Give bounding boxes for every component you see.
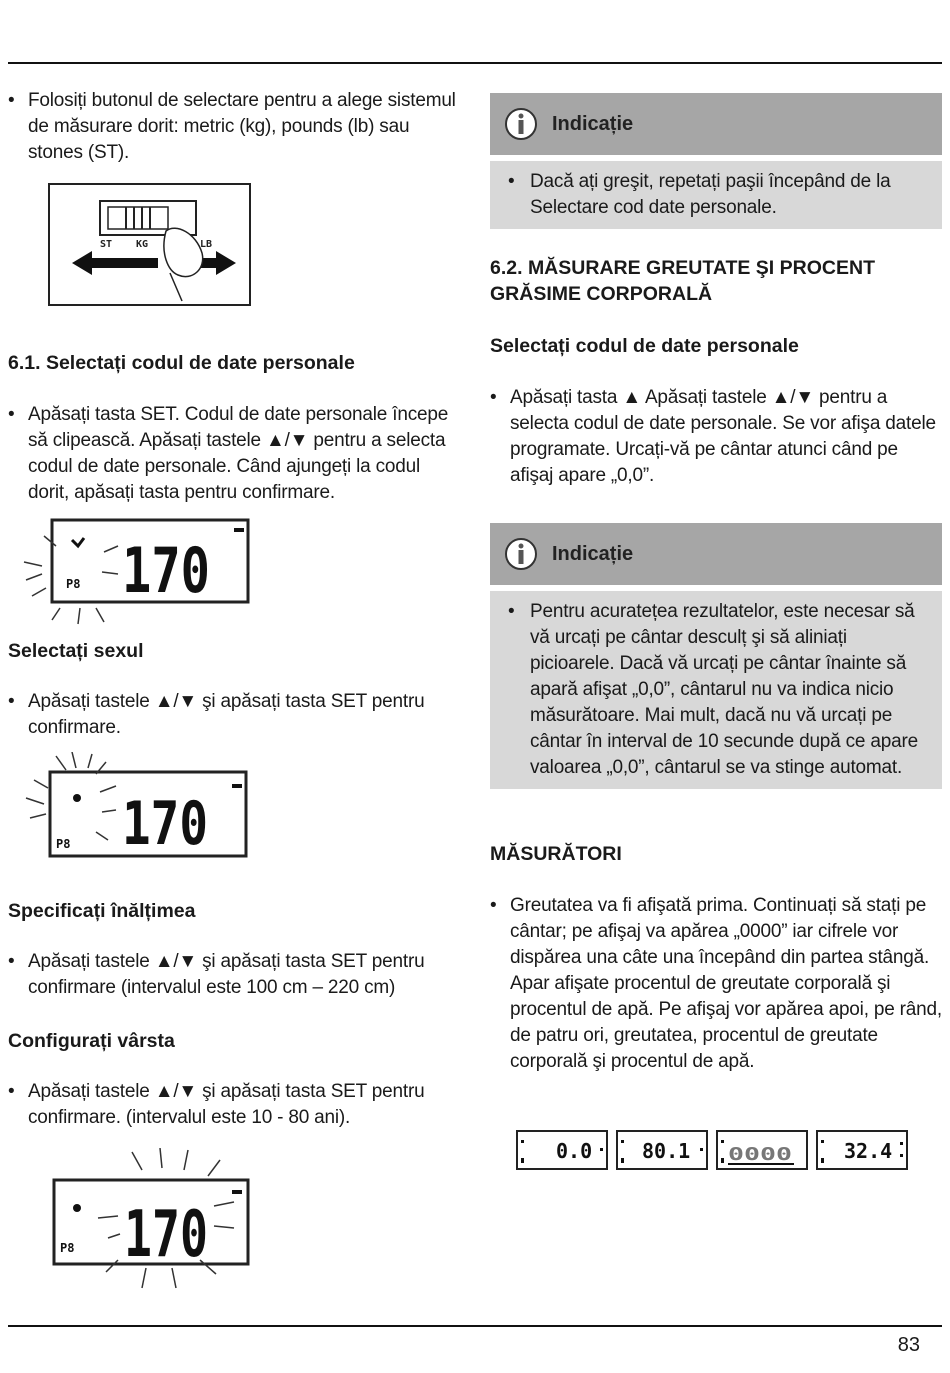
- female-icon: [73, 794, 81, 802]
- selector-kg-label: KG: [136, 239, 149, 250]
- intro-bullet: • Folosiți butonul de selectare pentru a alege sistemul de măsurare dorit: metric (kg), pounds (lb) sau stones (ST).: [8, 88, 458, 166]
- age-title: Configurați vârsta: [8, 1030, 175, 1052]
- info-icon-2: [504, 537, 538, 571]
- top-rule: [8, 62, 942, 64]
- section-61-bullet: • Apăsați tasta SET. Codul de date personale începe să clipească. Apăsați tastele ▲/▼ pentru a selecta codul de date personale. Când ajungeți la codul dorit, apăsați tasta pentru confirmare.: [8, 402, 458, 506]
- selector-lb-label: LB: [200, 239, 213, 250]
- sex-bullet: • Apăsați tastele ▲/▼ şi apăsați tasta SET pentru confirmare.: [8, 689, 458, 741]
- mini-display-4: [817, 1131, 907, 1169]
- note-2-header: [490, 523, 942, 585]
- note-1-bullet: • Dacă ați greşit, repetați paşii începând de la Selectare cod date personale.: [508, 169, 926, 221]
- mini-display-1-value: 0.0: [556, 1139, 593, 1163]
- mini-display-3: [717, 1131, 807, 1169]
- section-62-title: 6.2. MĂSURARE GREUTATE ŞI PROCENT GRĂSIME CORPORALĂ: [490, 257, 875, 305]
- selector-st-label: ST: [100, 239, 113, 250]
- measure-bullet: • Greutatea va fi afişată prima. Continuați să stați pe cântar; pe afişaj va apărea „0000” iar cifrele vor dispărea una câte una începând din partea stângă. Apar afişate procentul de greutate corporală şi procentul de apă. Pe afişaj vor apărea apoi, pe rând, de patru ori, greutatea, procentul de greutate corporală şi procentul de apă.: [490, 893, 946, 1075]
- mini-display-4-value: 32.4: [844, 1139, 893, 1163]
- note-2-title: Indicație: [552, 542, 634, 565]
- mini-display-2-value: 80.1: [642, 1139, 691, 1163]
- note-2-body: [490, 591, 942, 789]
- lcd-2-label: P8: [56, 837, 71, 851]
- mini-display-1: [517, 1131, 607, 1169]
- lcd-display-2: [20, 752, 250, 864]
- lcd-3-value: 170: [124, 1198, 208, 1272]
- note-box-1: [490, 93, 942, 229]
- mini-displays-svg: [516, 1130, 940, 1172]
- lcd-1-value: 170: [122, 534, 210, 607]
- age-bullet: • Apăsați tastele ▲/▼ şi apăsați tasta SET pentru confirmare. (intervalul este 10 - 80 ani).: [8, 1079, 458, 1131]
- height-bullet: • Apăsați tastele ▲/▼ şi apăsați tasta SET pentru confirmare (intervalul este 100 cm – 220 cm): [8, 949, 458, 1001]
- lcd-1-label: P8: [66, 577, 81, 591]
- section-62-bullet: • Apăsați tasta ▲ Apăsați tastele ▲/▼ pentru a selecta codul de date personale. Se vor afişa datele programate. Urcați-vă pe cântar atunci când pe afişaj apare „0,0”.: [490, 385, 940, 489]
- note-1-title: Indicație: [552, 112, 634, 135]
- mini-displays-row: [516, 1130, 940, 1172]
- page-number: 83: [897, 1334, 920, 1356]
- section-62-subtitle: Selectați codul de date personale: [490, 335, 799, 357]
- lcd-display-1: [22, 516, 252, 631]
- lcd-3-label: P8: [60, 1241, 75, 1255]
- measure-title: MĂSURĂTORI: [490, 843, 622, 865]
- lcd-2-value: 170: [122, 789, 208, 859]
- lcd-display-3: [48, 1148, 258, 1293]
- mini-display-2: [617, 1131, 707, 1169]
- note-1-header: [490, 93, 942, 155]
- info-icon: [504, 107, 538, 141]
- sex-title: Selectați sexul: [8, 640, 144, 662]
- height-title: Specificați înălțimea: [8, 900, 196, 922]
- note-2-bullet: • Pentru acuratețea rezultatelor, este necesar să vă urcați pe cântar desculț şi să aliniați picioarele. Dacă vă urcați pe cântar înainte să apară afişat „0,0”, cântarul nu va indica nicio măsurătoare. Mai mult, dacă nu vă urcați pe cântar în interval de 10 secunde după ce apare valoarea „0,0”, cântarul se va stinge automat.: [508, 599, 926, 781]
- left-column: [8, 88, 460, 1272]
- female-icon-2: [73, 1204, 81, 1212]
- section-61-title: 6.1. Selectați codul de date personale: [8, 352, 355, 374]
- note-box-2: [490, 523, 942, 789]
- mini-display-3-value: 0000: [728, 1144, 792, 1165]
- unit-selector-figure: [48, 183, 252, 307]
- bottom-rule: [8, 1325, 942, 1327]
- note-1-body: [490, 161, 942, 229]
